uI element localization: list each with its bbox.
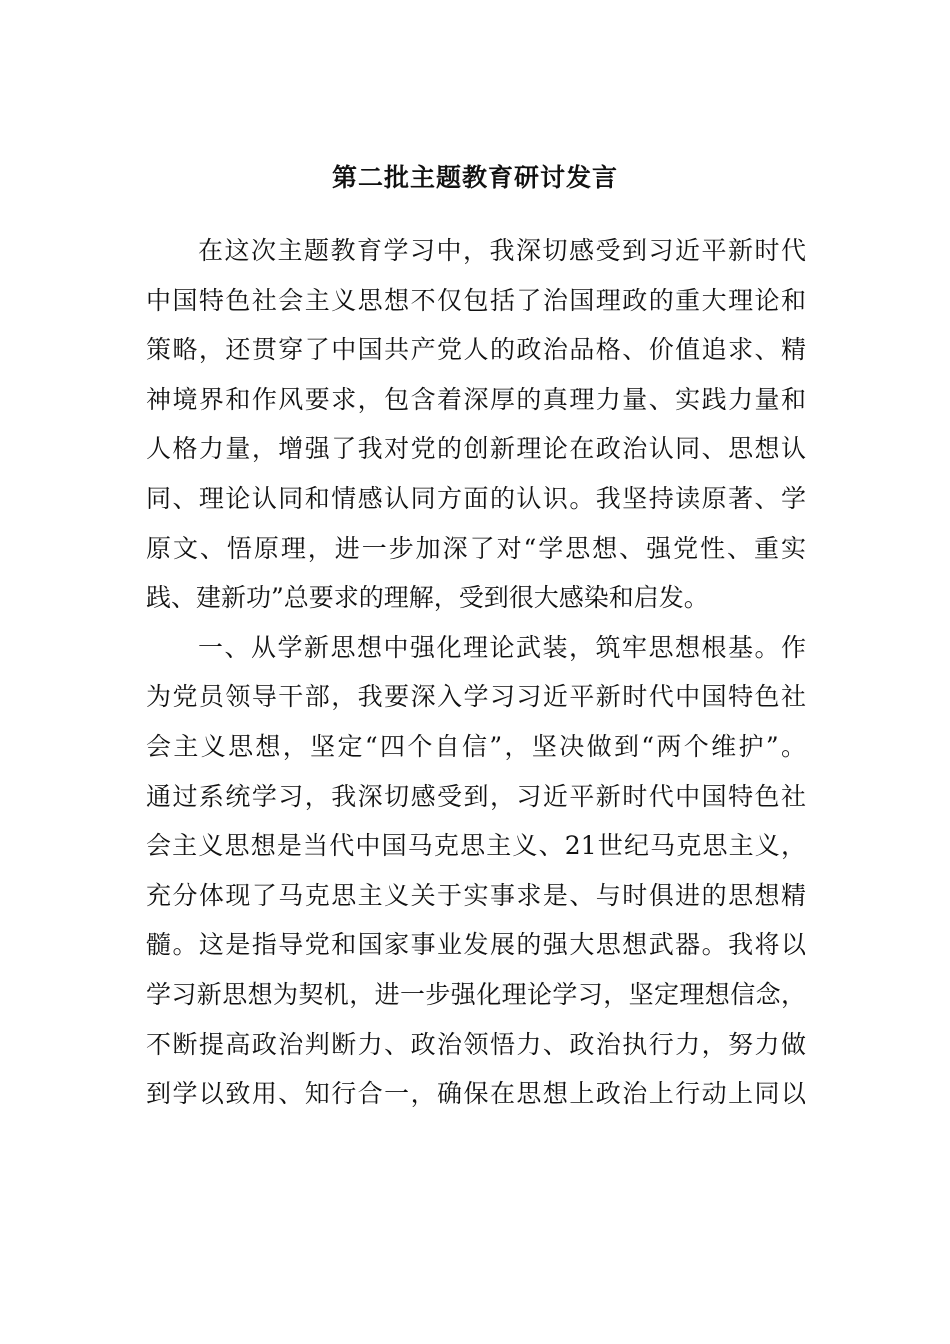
paragraph-2-line-4: 通过系统学习，我深切感受到，习近平新时代中国特色社	[146, 781, 806, 811]
paragraph-2-line-6: 充分体现了马克思主义关于实事求是、与时俱进的思想精	[146, 880, 806, 910]
document-body	[146, 226, 806, 1119]
paragraph-2-line-9: 不断提高政治判断力、政治领悟力、政治执行力，努力做	[146, 1029, 806, 1059]
paragraph-2-line-8: 学习新思想为契机，进一步强化理论学习，坚定理想信念，	[146, 979, 806, 1009]
paragraph-1-line-7: 原文、悟原理，进一步加深了对“学思想、强党性、重实	[146, 533, 806, 563]
paragraph-1-line-4: 神境界和作风要求，包含着深厚的真理力量、实践力量和	[146, 384, 806, 414]
paragraph-2-line-3: 会主义思想，坚定“四个自信”，坚决做到“两个维护”。	[146, 731, 806, 761]
paragraph-1-line-6: 同、理论认同和情感认同方面的认识。我坚持读原著、学	[146, 483, 806, 513]
paragraph-2-line-1: 一、从学新思想中强化理论武装，筑牢思想根基。作	[198, 632, 806, 662]
paragraph-1-line-2: 中国特色社会主义思想不仅包括了治国理政的重大理论和	[146, 285, 806, 315]
paragraph-2-line-10: 到学以致用、知行合一，确保在思想上政治上行动上同以	[146, 1079, 806, 1109]
paragraph-2-line-5: 会主义思想是当代中国马克思主义、21世纪马克思主义，	[146, 831, 806, 861]
paragraph-1-line-5: 人格力量，增强了我对党的创新理论在政治认同、思想认	[146, 434, 806, 464]
paragraph-1-line-8: 践、建新功”总要求的理解，受到很大感染和启发。	[146, 583, 709, 613]
paragraph-1-line-3: 策略，还贯穿了中国共产党人的政治品格、价值追求、精	[146, 335, 806, 365]
paragraph-1-line-1: 在这次主题教育学习中，我深切感受到习近平新时代	[198, 236, 806, 265]
paragraph-2-line-7: 髓。这是指导党和国家事业发展的强大思想武器。我将以	[146, 930, 806, 960]
paragraph-2-line-2: 为党员领导干部，我要深入学习习近平新时代中国特色社	[146, 682, 806, 712]
document-title: 第二批主题教育研讨发言	[331, 163, 618, 192]
